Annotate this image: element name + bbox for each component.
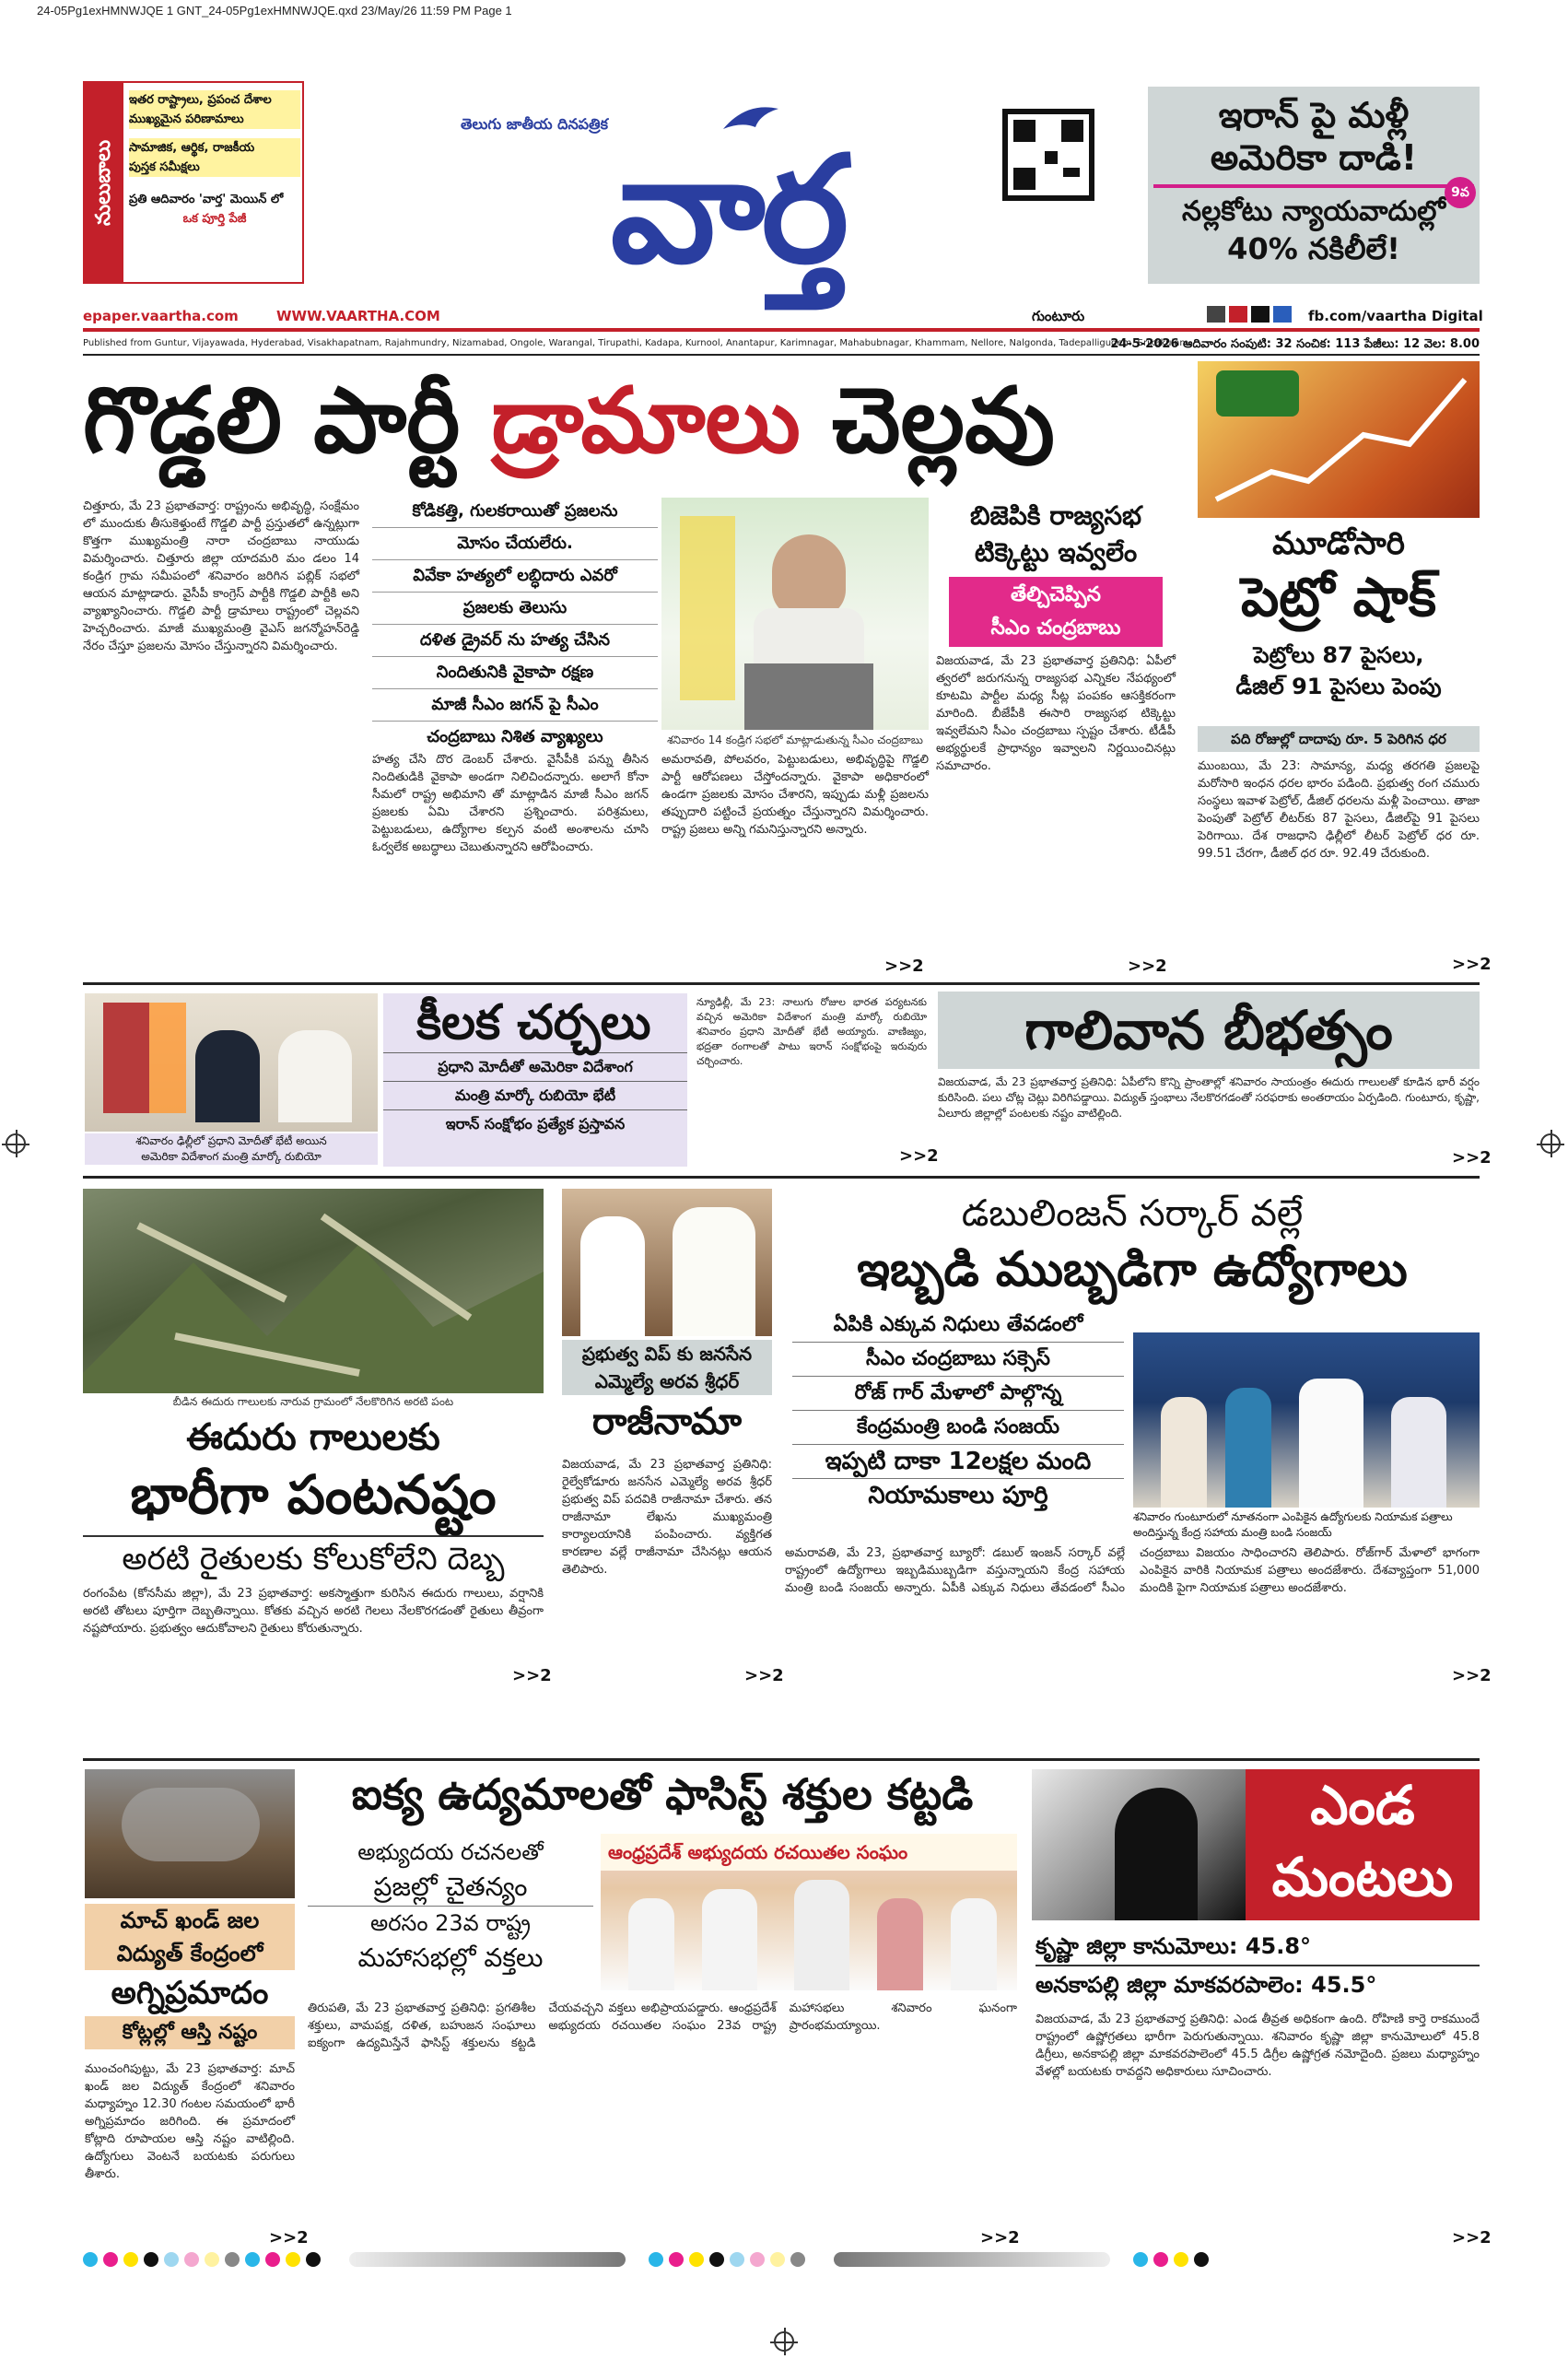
continued-marker[interactable]: >>2 [1452,1666,1492,1685]
jobs-headline [785,1189,1480,1301]
caption-line: అమెరికా విదేశాంగ మంత్రి మార్కో రుబియో [141,1150,322,1163]
app-icon[interactable] [1207,306,1225,323]
x-icon[interactable] [1251,306,1270,323]
storm-body: విజయవాడ, మే 23 ప్రభాతవార్త ప్రతినిధి: ఏపీలోని కొన్ని ప్రాంతాల్లో శనివారం సాయంత్రం ఈదురు గాలులతో కూడిన భారీ వర్షం కురిసింది. పలు చోట్ల చెట్లు విరిగిపడ్డాయి. విద్యుత్ స్తంభాలు నేలకొరగడంతో సరఫరాకు అంతరాయం ఏర్పడింది. గుంటూరు, కృష్ణా, ఏలూరు జిల్లాల్లో పంటలకు నష్టం వాటిల్లింది. [938,1075,1480,1120]
youtube-icon[interactable] [1229,306,1247,323]
headline-line: భారీగా పంటనష్టం [130,1463,497,1526]
published-from: Published from Guntur, Vijayawada, Hyderabad, Visakhapatnam, Rajahmundry, Nizamabad, Ongole, Warangal, Tirupathi, Kadapa, Kurnool, Anantapur, Karimnagar, Mahabubnagar, Khammam, Nellore, Nalgonda, Tadepalligudem, Srikakulam [83,338,1189,348]
unity-body: తిరుపతి, మే 23 ప్రభాతవార్త ప్రతినిధి: ప్రగతిశీల శక్తులు, వామపక్ష, దళిత, బహుజన సంఘాలు ఐక్యంగా ఉద్యమిస్తేనే ఫాసిస్ట్ శక్తులను కట్టడి చేయవచ్చని వక్తలు అభిప్రాయపడ్డారు. ఆంధ్రప్రదేశ్ అభ్యుదయ రచయితల సంఘం 23వ రాష్ట్ర మహాసభలు శనివారం ఘనంగా ప్రారంభమయ్యాయి. [308,2001,1017,2050]
continued-marker[interactable]: >>2 [1452,2228,1492,2248]
edition-city: గుంటూరు [1032,308,1085,324]
qr-code-icon[interactable] [1002,109,1094,201]
temp-line: అనకాపల్లి జిల్లా మాకవరపాలెం: 45.5° [1036,1972,1377,1998]
continued-marker[interactable]: >>2 [899,1146,939,1166]
subhead-line: తేల్చిచెప్పిన [1011,583,1101,606]
conference-banner: ఆంధ్రప్రదేశ్ అభ్యుదయ రచయితల సంఘం [601,1834,1017,1871]
lead-quote-box [372,496,658,745]
point-line: ఏపికి ఎక్కువ నిధులు తేవడంలో [792,1309,1124,1343]
registration-mark-bottom [774,2331,794,2352]
banana-crop-photo [83,1189,544,1393]
quote-line: ప్రజలకు తెలుసు [372,593,658,625]
talks-line: ఇరాన్ సంక్షోభం ప్రత్యేక ప్రస్తావన [383,1109,687,1138]
lead-headline [83,361,1161,481]
lead-body: చిత్తూరు, మే 23 ప్రభాతవార్త: రాష్ట్రంను అభివృద్ధి, సంక్షేమం లో ముందుకు తీసుకెళ్తుంటే గొడ్డలి పార్టీ ప్రస్తుతలో ఉన్నట్లుగా కొత్తగా ముఖ్యమంత్రి నారా చంద్రబాబు నాయుడు విమర్శించారు. చిత్తూరు జిల్లా యాదమరి మం డలం 14 కండ్రిగ గ్రామ సమీపంలో శనివారం జరిగిన పబ్లిక్ సభలో ఆయన మాట్లాడారు. వైసీపీ కాంగ్రెస్ పార్టీకి గొడ్డలి పార్టీకి అని వ్యాఖ్యానించారు. గొడ్డలి పార్టీ డ్రామాలు రాష్ట్రంలో చెల్లవని హెచ్చరించారు. మాజీ ముఖ్యమంత్రి వైఎస్ జగన్మోహన్‌రెడ్డి నేరం చేస్తూ ప్రజలను మోసం చేస్తున్నారని విమర్శించారు. [83,499,359,653]
crop-headline [83,1414,544,1581]
rajyasabha-subhead [949,577,1163,647]
rajyasabha-body: విజయవాడ, మే 23 ప్రభాతవార్త ప్రతినిధి: ఏపీలో త్వరలో జరుగనున్న రాజ్యసభ ఎన్నికల నేపథ్యంలో కూటమి పార్టీల మధ్య సీట్ల పంపకం ఆసక్తికరంగా మారింది. బీజేపీకి ఈసారి రాజ్యసభ టిక్కెట్టు ఇవ్వలేమని సీఎం చంద్రబాబు స్పష్టం చేశారు. టీడీపీ అభ్యర్థులకే ప్రాధాన్యం ఇవ్వాలని నిర్ణయించినట్లు సమాచారం. [936,654,1176,773]
lead-body-col3: అమరావతి, పోలవరం, పెట్టుబడులు, అభివృద్ధిపై గొడ్డలి పార్టీ ఆరోపణలు చేస్తోందన్నారు. వైకాపా అధికారంలో ఉండగా ప్రజలకు మోసం చేశారని, ఇప్పుడు మళ్లీ ప్రజలను తప్పుదారి పట్టించే ప్రయత్నం చేస్తున్నారని విమర్శించారు. రాష్ట్ర ప్రజలు అన్ని గమనిస్తున్నారని అన్నారు. [661,753,929,837]
talks-line: ప్రధాని మోదీతో అమెరికా విదేశాంగ [383,1052,687,1081]
talks-headline: కీలక చర్చలు [416,995,651,1050]
right-promo-box [1148,87,1480,284]
facebook-link[interactable]: fb.com/vaartha Digital [1308,308,1483,324]
quote-line: మోసం చేయలేరు. [372,528,658,560]
headline-line: ఎమ్మెల్యే అరవ శ్రీధర్ [594,1370,740,1392]
headline-line: ప్రజల్లో చైతన్యం [308,1869,593,1907]
promo-tag: నులుబాలు [85,83,123,282]
epaper-link[interactable]: epaper.vaartha.com [83,308,239,324]
subhead-line: సీఎం చంద్రబాబు [990,616,1121,640]
quote-line: వివేకా హత్యలో లబ్ధిదారు ఎవరో [372,560,658,593]
promo-line: పుస్తక సమీక్షలు [129,158,300,177]
website-link[interactable]: WWW.VAARTHA.COM [276,308,440,324]
petrol-headline [1198,523,1480,702]
promo-line: ఇతర రాష్ట్రాలు, ప్రపంచ దేశాల [129,90,300,110]
lead-headline-part: చెల్లవు [831,369,1055,474]
dateline: 24-5-2026 ఆదివారం సంపుటి: 32 సంచిక: 113 పేజీలు: 12 వెల: 8.00 [1110,337,1480,351]
point-line: నియామకాలు పూర్తి [868,1482,1048,1509]
promo-headline: నల్లకోటు న్యాయవాదుల్లో [1182,195,1445,228]
continued-marker[interactable]: >>2 [269,2228,309,2248]
headline-line: టిక్కెట్టు ఇవ్వలేం [974,537,1138,568]
headline-line: విద్యుత్ కేంద్రంలో [116,1941,263,1966]
resign-body: విజయవాడ, మే 23 ప్రభాతవార్త ప్రతినిధి: రైల్వేకోడూరు జనసేన ఎమ్మెల్యే అరవ శ్రీధర్ ప్రభుత్వ విప్ పదవికి రాజీనామా చేశారు. తన రాజీనామా లేఖను ముఖ్యమంత్రి కార్యాలయానికి పంపించారు. వ్యక్తిగత కారణాల వల్లే రాజీనామా చేసినట్లు ఆయన తెలిపారు. [562,1458,772,1577]
continued-marker[interactable]: >>2 [1452,955,1492,974]
petrol-strap: పది రోజుల్లో దాదాపు రూ. 5 పెరిగిన ధర [1198,726,1480,752]
mla-photo [562,1189,772,1336]
section-rule [83,1758,1480,1761]
petrol-body: ముంబయి, మే 23: సామాన్య, మధ్య తరగతి ప్రజలపై మరోసారి ఇంధన ధరల భారం పడింది. ప్రభుత్వ రంగ చమురు సంస్థలు ఇవాళ పెట్రోల్, డీజిల్ ధరలను మళ్లీ పెంచాయి. తాజా పెంపుతో పెట్రోల్ లీటర్‌కు 87 పైసలు, డీజిల్‌పై 91 పైసలు పెరిగాయి. దేశ రాజధాని ఢిల్లీలో లీటర్ పెట్రోల్ ధర రూ. 99.51 చేరగా, డీజిల్ ధర రూ. 92.49 చేరుకుంది. [1198,759,1480,861]
promo-line: సామాజిక, ఆర్థిక, రాజకీయ [129,138,300,158]
sunday-promo-box [83,81,304,284]
lead-body-col2: హత్య చేసి దొర డెంబర్ చేశారు. వైసీపీకి పన్ను తీసిన నిందితుడికి వైకాపా అండగా నిలిచిందన్నారు. అలాగే కోనా సీమలో రాష్ట్ర అభిమాని తో మాట్లాడిన మాజీ సీఎం జగన్ ప్రజలకు ఏమి చేశారని ప్రశ్నించారు. పరిశ్రమలు, పెట్టుబడులు, ఉద్యోగాల కల్పన వంటి అంశాలను చూసి ఓర్వలేక అబద్ధాలు చెబుతున్నారని ఆరోపించారు. [372,753,649,854]
header-rule [83,328,1480,332]
powerhouse-fire-photo [85,1769,295,1898]
facebook-icon[interactable] [1273,306,1292,323]
caption-line: శనివారం ఢిల్లీలో ప్రధాని మోదీతో భేటీ అయిన [135,1134,327,1147]
headline-line: అభ్యుదయ రచనలతో [357,1839,544,1865]
unity-subhead [308,1836,593,1977]
crop-body: రంగంపేట (కోనసీమ జిల్లా), మే 23 ప్రభాతవార్త: అకస్మాత్తుగా కురిసిన ఈదురు గాలులు, వర్షానికి అరటి తోటలు పూర్తిగా దెబ్బతిన్నాయి. కోతకు వచ్చిన అరటి గెలలు నేలకొరగడంతో రైతులు తీవ్రంగా నష్టపోయారు. ప్రభుత్వం ఆదుకోవాలని రైతులు కోరుతున్నారు. [83,1587,544,1636]
rozgar-mela-photo [1133,1332,1480,1508]
headline-line: మంటలు [1271,1846,1454,1908]
continued-marker[interactable]: >>2 [884,957,924,976]
headline-line: అరటి రైతులకు కోలుకోలేని దెబ్బ [83,1535,544,1581]
promo-headline: అమెరికా దాడి! [1210,137,1418,178]
fire-body: ముంచంగిపుట్టు, మే 23 ప్రభాతవార్త: మాచ్ ఖండ్ జల విద్యుత్ కేంద్రంలో శనివారం మధ్యాహ్నం 12.30 గంటల సమయంలో భారీ అగ్నిప్రమాదం జరిగింది. ఈ ప్రమాదంలో కోట్లాది రూపాయల ఆస్తి నష్టం వాటిల్లింది. ఉద్యోగులు వెంటనే బయటకు పరుగులు తీశారు. [85,2062,295,2181]
unity-headline: ఐక్య ఉద్యమాలతో ఫాసిస్ట్ శక్తుల కట్టడి [351,1769,974,1819]
headline-line: ఈదురు గాలులకు [186,1416,440,1459]
point-line: కేంద్రమంత్రి బండి సంజయ్ [792,1411,1124,1445]
continued-marker[interactable]: >>2 [744,1666,784,1685]
continued-marker[interactable]: >>2 [512,1666,552,1685]
photo-caption: శనివారం 14 కండ్రిగ సభలో మాట్లాడుతున్న సీఎం చంద్రబాబు [667,734,923,746]
page-badge: 9వ [1445,177,1476,208]
point-line: ఇప్పటి దాకా 12లక్షల మంది [792,1445,1124,1479]
header-rule-2 [83,354,1480,356]
headline-line: కోట్లల్లో ఆస్తి నష్టం [122,2021,258,2044]
talks-panel [383,993,687,1167]
registration-mark-left [6,1133,26,1154]
heat-body: విజయవాడ, మే 23 ప్రభాతవార్త ప్రతినిధి: ఎండ తీవ్రత అధికంగా ఉంది. రోహిణి కార్తె రాకముందే రాష్ట్రంలో ఉష్ణోగ్రతలు భారీగా పెరుగుతున్నాయి. శనివారం కృష్ణా జిల్లా కానుమోలులో 45.8 డిగ్రీలు, అనకాపల్లి జిల్లా మాకవరపాలెంలో 45.5 డిగ్రీల ఉష్ణోగ్రత నమోదైంది. ప్రజలు మధ్యాహ్నం వేళల్లో బయటకు రావద్దని అధికారులు సూచించారు. [1036,2013,1480,2079]
talks-caption [85,1133,378,1165]
continued-marker[interactable]: >>2 [1128,957,1167,976]
headline-line: డబులింజన్ సర్కార్ వల్లే [961,1192,1304,1235]
headline-line: అగ్నిప్రమాదం [85,1970,295,2016]
heat-temps [1036,1928,1480,2003]
headline-line: మహాసభల్లో వక్తలు [357,1942,544,1973]
storm-headline: గాలివాన బీభత్సం [938,992,1480,1069]
section-rule [83,1176,1480,1179]
lead-headline-part: డ్రామాలు [491,369,801,474]
registration-mark-right [1540,1133,1561,1154]
modi-rubio-photo [85,993,378,1132]
point-line: రోజ్ గార్ మేళాలో పాల్గొన్న [792,1377,1124,1411]
quote-line: మాజీ సీఎం జగన్ పై సీఎం [372,689,658,722]
continued-marker[interactable]: >>2 [1452,1148,1492,1168]
quote-line: నిందితునికి వైకాపా రక్షణ [372,657,658,689]
headline-line: పెట్రోలు 87 పైసలు, [1253,642,1424,668]
jobs-points [792,1309,1124,1512]
fire-headline [85,1904,295,2049]
heat-headline [1246,1769,1480,1920]
temp-line: కృష్ణా జిల్లా కానుమోలు: 45.8° [1036,1928,1480,1966]
petrol-nozzle-photo [1198,361,1480,518]
headline-line: ఎండ [1310,1774,1415,1837]
headline-line: మూడోసారి [1272,525,1405,562]
promo-line: ముఖ్యమైన పరిణామాలు [129,110,300,129]
quote-line: కోడికత్తి, గులకరాయితో ప్రజలను [372,496,658,528]
promo-line: ఒక పూర్తి పేజీ [182,212,247,226]
headline-line: ఇబ్బడి ముబ్బడిగా ఉద్యోగాలు [857,1242,1408,1297]
section-rule [83,982,1480,985]
talks-line: మంత్రి మార్కో రుబియో భేటీ [383,1081,687,1109]
headline-line: అరసం 23వ రాష్ట్ర [370,1910,531,1936]
promo-headline: ఇరాన్ పై మళ్లీ [1218,95,1410,135]
arasam-conference-photo [601,1834,1017,1990]
quote-line: చంద్రబాబు నిశిత వ్యాఖ్యలు [427,727,603,746]
color-calibration-bar [83,2252,1480,2274]
social-icons [1207,306,1299,326]
photo-caption: బీడిన ఈదురు గాలులకు నారువ గ్రామంలో నేలకొరిగిన అరటి పంట [172,1395,454,1408]
rajyasabha-headline [936,498,1176,571]
headline-line: రాజీనామా [562,1395,772,1449]
tagline: తెలుగు జాతీయ దినపత్రిక [461,115,608,133]
masthead-logo: వార్త [610,123,846,296]
headline-line: డీజిల్ 91 పైసలు పెంపు [1235,674,1442,699]
headline-line: పెట్రో షాక్ [1240,566,1437,628]
quote-line: దళిత డ్రైవర్ ను హత్య చేసిన [372,625,658,657]
headline-line: మాచ్ ఖండ్ జల [120,1907,260,1933]
headline-line: బిజెపికి రాజ్యసభ [969,500,1142,531]
promo-line: ప్రతి ఆదివారం 'వార్త' మెయిన్ లో [129,193,284,206]
point-line: సీఎం చంద్రబాబు సక్సెస్ [792,1343,1124,1377]
resign-headline [562,1340,772,1449]
headline-line: ప్రభుత్వ విప్ కు జనసేన [581,1343,753,1365]
talks-body: న్యూఢిల్లీ, మే 23: నాలుగు రోజుల భారత పర్యటనకు వచ్చిన అమెరికా విదేశాంగ మంత్రి మార్కో రుబియో శనివారం ప్రధాని మోదీతో భేటీ అయ్యారు. వాణిజ్యం, భద్రతా రంగాలతో పాటు ఇరాన్ సంక్షోభంపై ఇరువురు చర్చించారు. [696,996,927,1067]
photo-caption: శనివారం గుంటూరులో నూతనంగా ఎంపికైన ఉద్యోగులకు నియామక పత్రాలు అందిస్తున్న కేంద్ర సహాయ మంత్రి బండి సంజయ్ [1133,1510,1453,1539]
lead-headline-part: గొడ్డలి పార్టీ [83,369,461,474]
cm-speech-photo [661,498,929,730]
jobs-body: అమరావతి, మే 23, ప్రభాతవార్త బ్యూరో: డబుల్ ఇంజన్ సర్కార్ వల్లే రాష్ట్రంలో ఉద్యోగాలు ఇబ్బడిముబ్బడిగా వస్తున్నాయని కేంద్ర సహాయ మంత్రి బండి సంజయ్ అన్నారు. ఏపీకి ఎక్కువ నిధులు తేవడంలో సీఎం చంద్రబాబు విజయం సాధించారని తెలిపారు. రోజ్‌గార్ మేళాలో భాగంగా ఎంపికైన వారికి నియామక పత్రాలు అందజేశారు. దేశవ్యాప్తంగా 51,000 మందికి పైగా నియామక పత్రాలు అందజేశారు. [785,1546,1480,1595]
continued-marker[interactable]: >>2 [980,2228,1020,2248]
promo-headline: 40% నకిలీలే! [1227,231,1400,266]
print-slug: 24-05Pg1exHMNWJQE 1 GNT_24-05Pg1exHMNWJQE.qxd 23/May/26 11:59 PM Page 1 [37,4,512,18]
heat-drinking-photo [1032,1769,1246,1920]
